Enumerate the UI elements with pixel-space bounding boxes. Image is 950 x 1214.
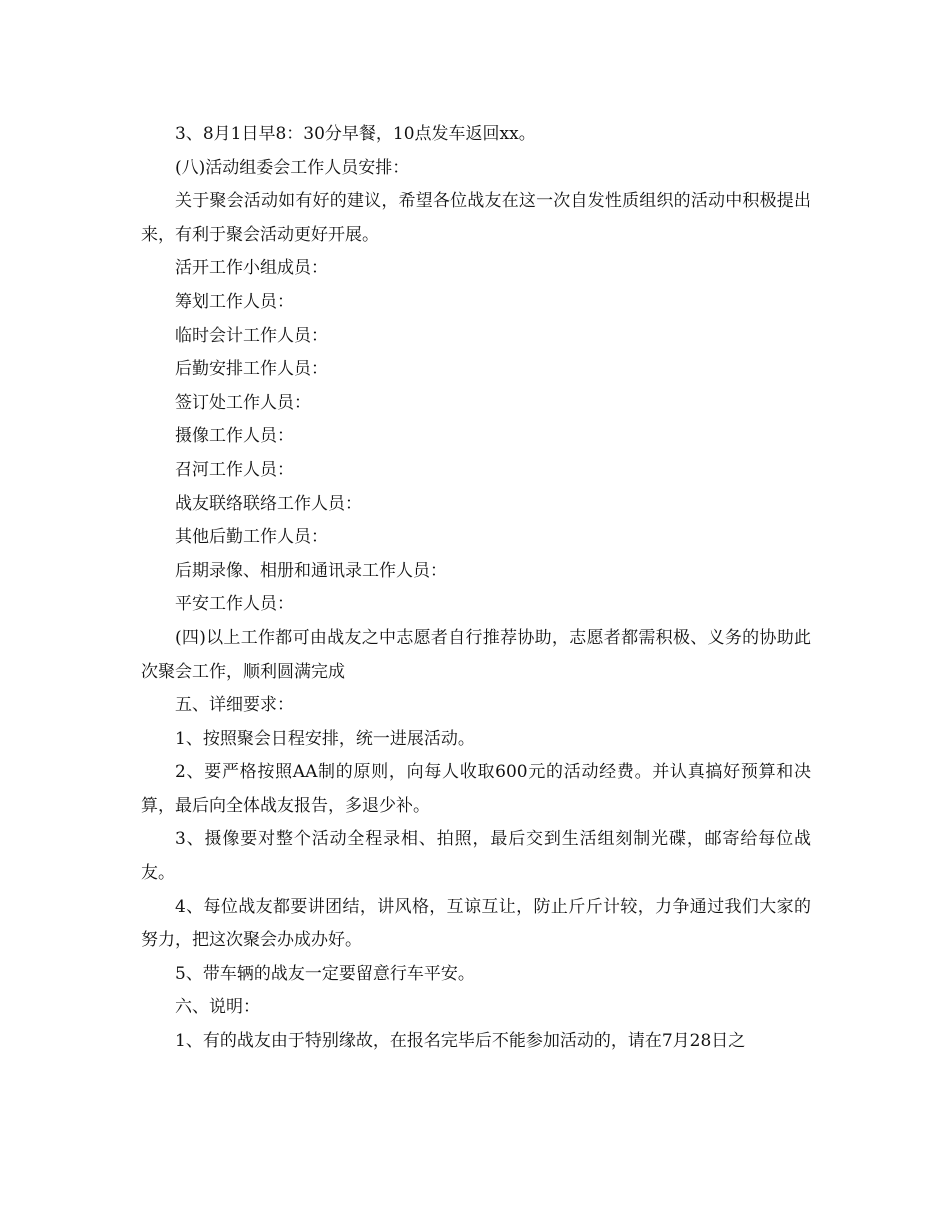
paragraph-working-group: 活开工作小组成员： bbox=[175, 258, 328, 279]
paragraph-other-logistics-staff: 其他后勤工作人员： bbox=[175, 527, 328, 548]
paragraph-volunteers: (四)以上工作都可由战友之中志愿者自行推荐协助，志愿者都需积极、义务的协助此次聚会工作，顺利圆满完成 bbox=[141, 627, 811, 682]
paragraph-staff-heading: (八)活动组委会工作人员安排： bbox=[175, 157, 410, 178]
paragraph-liaison-staff: 战友联络联络工作人员： bbox=[175, 493, 362, 514]
paragraph-return-schedule: 3、8月1日早8：30分早餐，10点发车返回xx。 bbox=[175, 124, 536, 144]
document-body bbox=[141, 118, 811, 1059]
paragraph-logistics-staff: 后勤安排工作人员： bbox=[175, 359, 328, 380]
section-heading-notes: 六、说明： bbox=[175, 997, 260, 1018]
paragraph-requirement-1: 1、按照聚会日程安排，统一进展活动。 bbox=[175, 728, 475, 749]
paragraph-safety-staff: 平安工作人员： bbox=[175, 594, 294, 615]
paragraph-note-1: 1、有的战友由于特别缘故，在报名完毕后不能参加活动的，请在7月28日之 bbox=[175, 1031, 746, 1052]
paragraph-requirement-5: 5、带车辆的战友一定要留意行车平安。 bbox=[175, 963, 475, 984]
paragraph-signing-staff: 签订处工作人员： bbox=[175, 392, 311, 413]
paragraph-accounting-staff: 临时会计工作人员： bbox=[175, 325, 328, 346]
paragraph-requirement-4: 4、每位战友都要讲团结，讲风格，互谅互让，防止斤斤计较，力争通过我们大家的努力，把这次聚会办成办好。 bbox=[141, 896, 811, 951]
paragraph-requirement-2: 2、要严格按照AA制的原则，向每人收取600元的活动经费。并认真搞好预算和决算，最后向全体战友报告，多退少补。 bbox=[141, 762, 811, 816]
paragraph-planning-staff: 筹划工作人员： bbox=[175, 291, 294, 312]
paragraph-requirement-3: 3、摄像要对整个活动全程录相、拍照，最后交到生活组刻制光碟，邮寄给每位战友。 bbox=[141, 829, 811, 884]
paragraph-camera-staff: 摄像工作人员： bbox=[175, 426, 294, 447]
paragraph-suggestions: 关于聚会活动如有好的建议，希望各位战友在这一次自发性质组织的活动中积极提出来，有利于聚会活动更好开展。 bbox=[141, 191, 811, 245]
paragraph-zhaohe-staff: 召河工作人员： bbox=[175, 459, 294, 480]
section-heading-requirements: 五、详细要求： bbox=[175, 695, 294, 716]
paragraph-album-staff: 后期录像、相册和通讯录工作人员： bbox=[175, 560, 447, 581]
